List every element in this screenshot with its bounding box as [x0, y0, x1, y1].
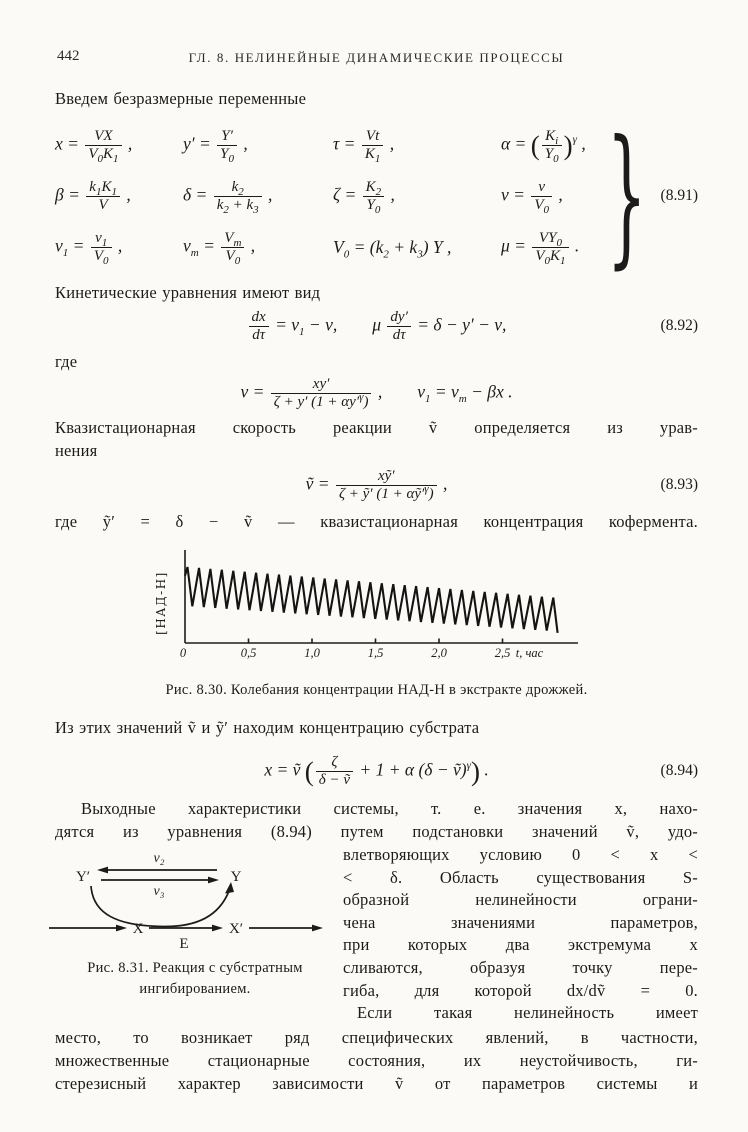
- brace-glyph: }: [606, 109, 648, 283]
- equation-number-8-94: (8.94): [660, 762, 698, 779]
- wrap-line: образной нелинейности ограни-: [343, 890, 698, 910]
- arrowhead-into-x: [116, 925, 127, 932]
- svg-text:2,0: 2,0: [431, 646, 447, 660]
- equation-8-91-grid: [55, 120, 615, 272]
- paragraph-output-line1: Выходные характеристики системы, т. е. значения x, нахо-: [81, 799, 698, 818]
- equation-row: [55, 120, 615, 170]
- formula-x: x = $\frac{VX}{V_0K_1}$ ,: [55, 127, 133, 165]
- equation-nu-definition: [55, 368, 698, 418]
- arrowhead-v3-right: [208, 877, 219, 884]
- formula-nu-m: $\nu_m$ = $\frac{V_m}{V_0}$ ,: [183, 229, 256, 267]
- equation-number-8-92: (8.92): [660, 317, 698, 334]
- formula-zeta: ζ = $\frac{K_2}{Y_0}$ ,: [333, 178, 395, 216]
- paragraph-from-these: Из этих значений ṽ и ỹ′ находим концентрацию субстрата: [55, 718, 480, 737]
- formula-nu: ν = $\frac{v}{V_0}$ ,: [501, 178, 563, 216]
- formula-v0: $V_0 = (k_2 + k_3)$ Y ,: [333, 236, 452, 260]
- equation-8-91: [55, 109, 698, 283]
- formula-mu: μ = $\frac{VY_0}{V_0K_1}$ .: [501, 229, 580, 267]
- formula-8-94: x = ṽ ( $\frac{\zeta}{\text{δ − ṽ}}$ + 1 + α (δ − ṽ)$^\gamma$) .: [264, 753, 489, 788]
- formula-beta: β = $\frac{k_1K_1}{V}$ ,: [55, 178, 131, 213]
- wrap-line: при которых два экстремума x: [343, 935, 698, 955]
- wrap-line: < δ. Область существования S-: [343, 867, 698, 887]
- formula-tau: τ = $\frac{Vt}{K_1}$ ,: [333, 127, 395, 165]
- label-x-prime: X′: [228, 921, 244, 937]
- formula-y-prime: y′ = $\frac{Y'}{Y_0}$ ,: [183, 127, 248, 165]
- svg-text:t, час: t, час: [515, 646, 544, 660]
- svg-text:1,5: 1,5: [367, 646, 384, 660]
- paragraph-gde-1: где: [55, 352, 78, 371]
- wrap-line: влетворяющих условию 0 < x <: [343, 845, 698, 864]
- equation-row: [55, 222, 615, 272]
- system-brace: [606, 109, 648, 283]
- label-v3: v₃: [153, 884, 165, 899]
- wrap-line: сливаются, образуя точку пере-: [343, 957, 698, 977]
- arrowhead-into-xprime: [212, 925, 223, 932]
- paragraph-intro: Введем безразмерные переменные: [55, 89, 307, 108]
- formula-nu1: $\nu_1$ = $\frac{v_1}{V_0}$ ,: [55, 229, 123, 267]
- wrap-column: [343, 844, 698, 1025]
- formula-nu-definition: ν = $\frac{xy'}{\zeta + y' (1 + \alpha y'^\gamma)}$ , $\nu_1 = \nu_m - \beta x$ .: [240, 375, 513, 410]
- label-x: X: [132, 921, 144, 937]
- arrowhead-outflow: [312, 925, 323, 932]
- page-number: 442: [57, 48, 80, 64]
- paragraph-output-line2: дятся из уравнения (8.94) путем подстановки значений ṽ, удо-: [55, 822, 698, 841]
- formula-alpha: α = ( $\frac{K_i}{Y_0}$ )$^\gamma$ ,: [501, 127, 586, 165]
- reaction-diagram: [45, 850, 345, 955]
- formula-8-93: ṽ = $\frac{\text{xỹ′}}{\zeta + ỹ' (1 + \alpha ỹ'^\gamma)}$ ,: [305, 467, 448, 502]
- paragraph-quasi-line2: нения: [55, 441, 98, 460]
- arrowhead-v2-left: [97, 867, 108, 874]
- formula-delta: δ = $\frac{k_2}{k_2 + k_3}$ ,: [183, 178, 273, 216]
- label-y: Y: [230, 869, 242, 885]
- label-v2: v₂: [153, 851, 165, 866]
- label-y-prime: Y′: [75, 869, 91, 885]
- paragraph-quasi-line1: Квазистационарная скорость реакции ṽ определяется из урав-: [55, 418, 698, 437]
- figure-8-31-caption-line2: ингибированием.: [139, 981, 251, 997]
- label-enzyme: E: [179, 936, 189, 952]
- svg-text:[НАД-Н]: [НАД-Н]: [154, 571, 168, 635]
- bottom-line: стерезисный характер зависимости ṽ от параметров системы и: [55, 1074, 698, 1093]
- equation-number-8-91: (8.91): [660, 187, 698, 204]
- formula-8-92: $\frac{dx}{d\tau}$ = $\nu_1 - \nu$, μ $\frac{dy'}{d\tau}$ = δ − y′ − ν,: [247, 309, 507, 344]
- svg-text:1,0: 1,0: [304, 646, 320, 660]
- svg-text:0,5: 0,5: [240, 646, 257, 660]
- bottom-line: множественные стационарные состояния, их неустойчивость, ги-: [55, 1051, 698, 1070]
- equation-number-8-93: (8.93): [660, 476, 698, 493]
- paragraph-kinetic: Кинетические уравнения имеют вид: [55, 283, 321, 302]
- figure-8-30-caption: Рис. 8.30. Колебания концентрации НАД-Н в экстракте дрожжей.: [165, 682, 588, 698]
- svg-text:0: 0: [179, 646, 187, 660]
- paragraph-gde-2: где ỹ′ = δ − ṽ — квазистационарная концентрация кофермента.: [55, 512, 698, 531]
- equation-row: [55, 171, 615, 221]
- nadh-oscillation-chart: [145, 546, 590, 671]
- bottom-paragraph: [55, 1026, 698, 1095]
- svg-text:2,5: 2,5: [494, 646, 511, 660]
- wrap-line: гиба, для которой dx/dṽ = 0.: [343, 980, 698, 1000]
- equation-8-93: [55, 460, 698, 510]
- bottom-line: место, то возникает ряд специфических явлений, в частности,: [55, 1028, 698, 1047]
- wrap-line: чена значениями параметров,: [343, 912, 698, 932]
- equation-8-92: [55, 303, 698, 349]
- equation-8-94: [55, 746, 698, 796]
- wrap-line: Если такая нелинейность имеет: [357, 1003, 698, 1023]
- running-header: ГЛ. 8. НЕЛИНЕЙНЫЕ ДИНАМИЧЕСКИЕ ПРОЦЕССЫ: [188, 50, 565, 65]
- figure-8-31-caption-line1: Рис. 8.31. Реакция с субстратным: [87, 960, 303, 976]
